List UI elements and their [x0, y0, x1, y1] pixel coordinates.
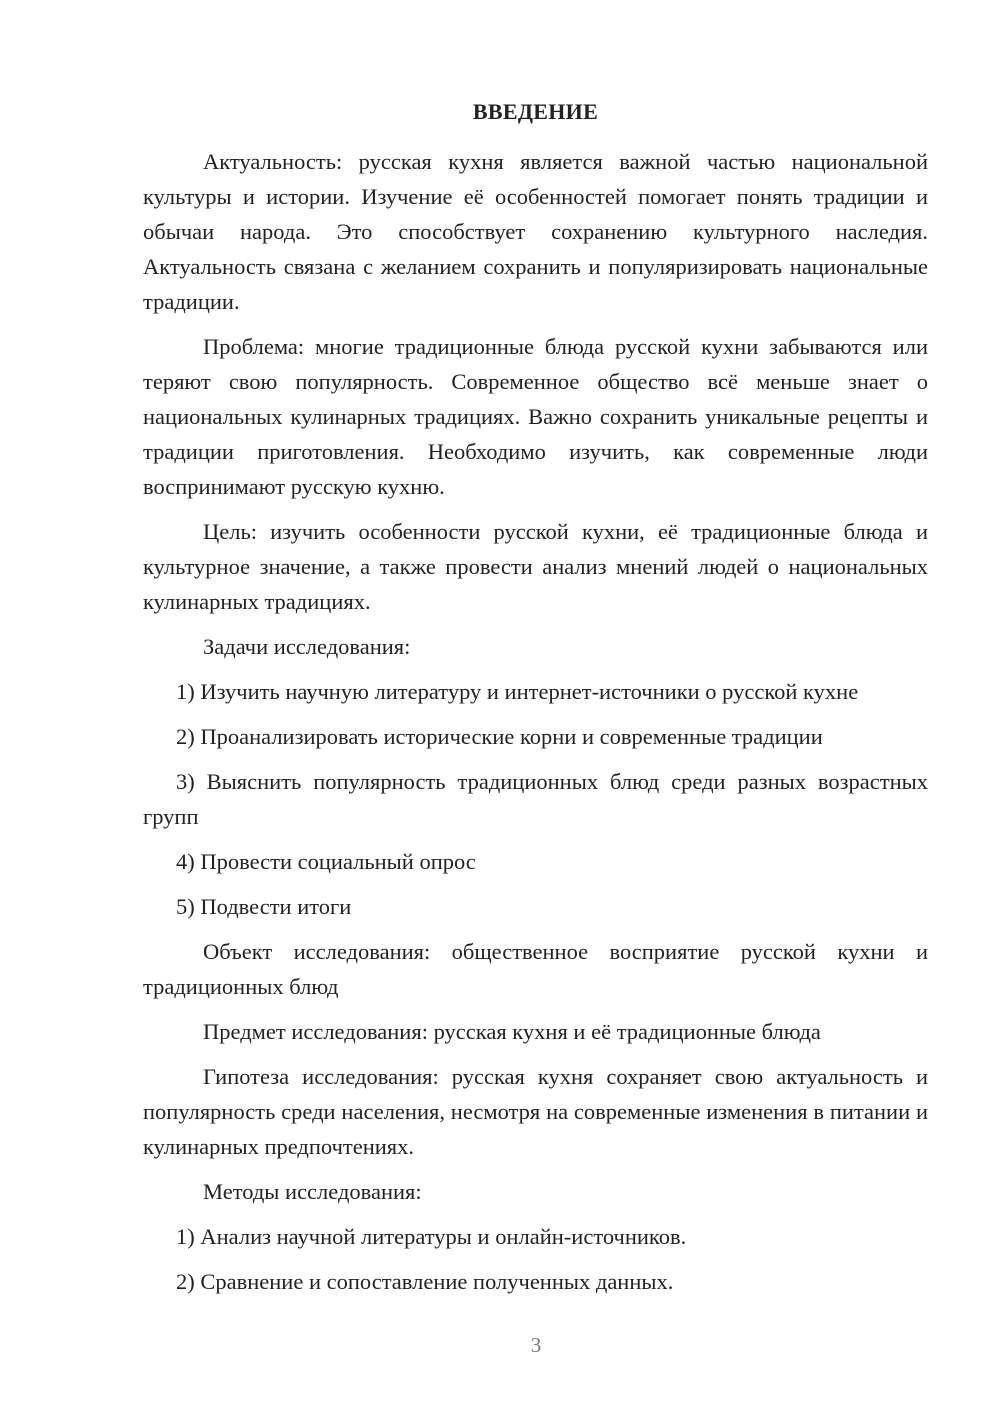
task-item: 4) Провести социальный опрос [176, 849, 476, 874]
tasks-title: Задачи исследования: [203, 634, 411, 659]
page-number: 3 [530, 1333, 542, 1357]
research-hypothesis: Гипотеза исследования: русская кухня сохраняет свою актуальность и популярность среди населения, несмотря на современные изменения в питании и кулинарных предпочтениях. [143, 1064, 928, 1159]
method-item: 1) Анализ научной литературы и онлайн-источников. [176, 1224, 687, 1249]
relevance-paragraph: Актуальность: русская кухня является важной частью национальной культуры и истории. Изучение её особенностей помогает понять традиции и обычаи народа. Это способствует сохранению культурного наследия. Актуальность связана с желанием сохранить и популяризировать национальные традиции. [143, 149, 928, 314]
task-item: 3) Выяснить популярность традиционных блюд среди разных возрастных групп [143, 769, 928, 829]
task-item: 1) Изучить научную литературу и интернет-источники о русской кухне [176, 679, 859, 704]
task-item: 5) Подвести итоги [176, 894, 352, 919]
problem-paragraph: Проблема: многие традиционные блюда русской кухни забываются или теряют свою популярность. Современное общество всё меньше знает о национальных кулинарных традициях. Важно сохранить уникальные рецепты и традиции приготовления. Необходимо изучить, как современные люди воспринимают русскую кухню. [143, 334, 928, 499]
research-subject: Предмет исследования: русская кухня и её традиционные блюда [203, 1019, 821, 1044]
task-item: 2) Проанализировать исторические корни и современные традиции [176, 724, 823, 749]
methods-title: Методы исследования: [203, 1179, 422, 1204]
method-item: 2) Сравнение и сопоставление полученных данных. [176, 1269, 674, 1294]
research-object: Объект исследования: общественное восприятие русской кухни и традиционных блюд [143, 939, 928, 999]
page-content [143, 94, 928, 1309]
goal-paragraph: Цель: изучить особенности русской кухни, её традиционные блюда и культурное значение, а также провести анализ мнений людей о национальных кулинарных традициях. [143, 519, 928, 614]
page-title: ВВЕДЕНИЕ [472, 99, 599, 124]
